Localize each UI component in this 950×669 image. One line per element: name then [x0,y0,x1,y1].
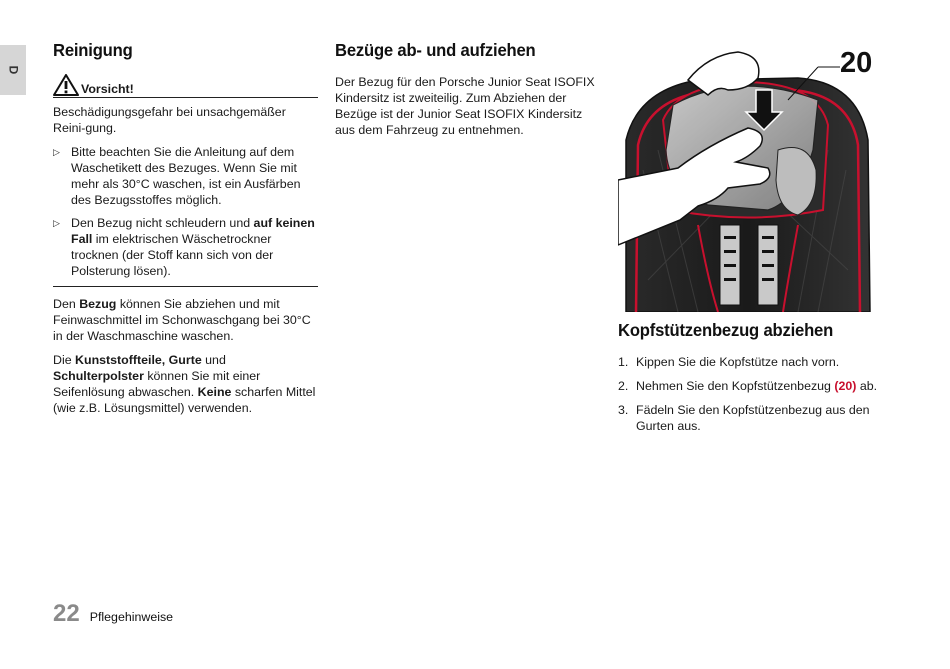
text-span: können Sie mit einer Seifenlösung abwaschen. [53,369,261,399]
bold-span: Kunststoffteile, Gurte [75,353,202,367]
headrest-heading: Kopfstützenbezug abziehen [618,320,834,340]
step-list [618,354,883,434]
language-tab-label: D [5,65,20,75]
step-text: Fädeln Sie den Kopfstützenbezug aus den Gurten aus. [636,403,870,433]
cleaning-section [53,40,318,416]
covers-section [335,40,600,138]
caution-text: Beschädigungsgefahr bei unsachgemäßer Reini-gung. [53,105,286,135]
caution-item-emphasis: auf keinen Fall [71,216,315,246]
caution-label: Vorsicht! [81,82,134,96]
text-span: Die [53,353,76,367]
step-text-pre: Nehmen Sie den Kopfstützenbezug [636,379,835,393]
text-span: scharfen Mittel (wie z.B. Lösungsmittel) verwenden. [53,385,316,415]
step-number: 2. [618,379,629,393]
warning-triangle-icon [53,74,79,96]
parts-paragraph [53,352,318,416]
step-number: 3. [618,403,629,417]
bullet-triangle-icon: ▷ [53,218,60,228]
section-name: Pflegehinweise [89,610,174,624]
caution-item-text-pre: Den Bezug nicht schleudern und [71,216,254,230]
headrest-section [618,320,883,442]
wash-paragraph [53,296,318,344]
page-number: 22 [53,600,80,627]
bold-span: Keine [197,385,232,399]
step-text: Kippen Sie die Kopfstütze nach vorn. [636,355,840,369]
caution-end-rule [53,286,318,287]
caution-header [53,74,318,98]
step-text-post: ab. [856,379,878,393]
headrest-illustration [618,50,876,312]
caution-item [53,144,318,208]
text-span: und [201,353,226,367]
caution-list [53,144,318,279]
bold-span: Schulterpolster [53,369,144,383]
bullet-triangle-icon: ▷ [53,147,60,157]
text-span: Den [53,297,80,311]
bold-span: Bezug [79,297,117,311]
caution-item-text-post: im elektrischen Wäschetrockner trocknen (der Stoff kann sich von der Polsterung lösen). [71,232,274,278]
covers-heading: Bezüge ab- und aufziehen [335,40,536,60]
covers-text: Der Bezug für den Porsche Junior Seat ISOFIX Kindersitz ist zweiteilig. Zum Abziehen der Bezüge ist der Junior Seat ISOFIX Kindersitz aus dem Fahrzeug zu entnehmen. [335,75,595,137]
language-tab [0,45,26,95]
step-item [618,354,883,370]
cleaning-heading: Reinigung [53,40,133,60]
step-item [618,378,883,394]
step-number: 1. [618,355,629,369]
step-item [618,402,883,434]
figure-reference: (20) [834,379,857,393]
caution-item-text: Bitte beachten Sie die Anleitung auf dem Waschetikett des Bezuges. Wenn Sie mit mehr als 30°C waschen, ist ein Ausfärben des Bezugsstoffes möglich. [71,145,301,207]
caution-item [53,215,318,279]
figure-number: 20 [840,47,873,79]
page-footer [53,600,173,628]
text-span: können Sie abziehen und mit Feinwaschmittel im Schonwaschgang bei 30°C in der Waschmaschine waschen. [53,297,311,343]
